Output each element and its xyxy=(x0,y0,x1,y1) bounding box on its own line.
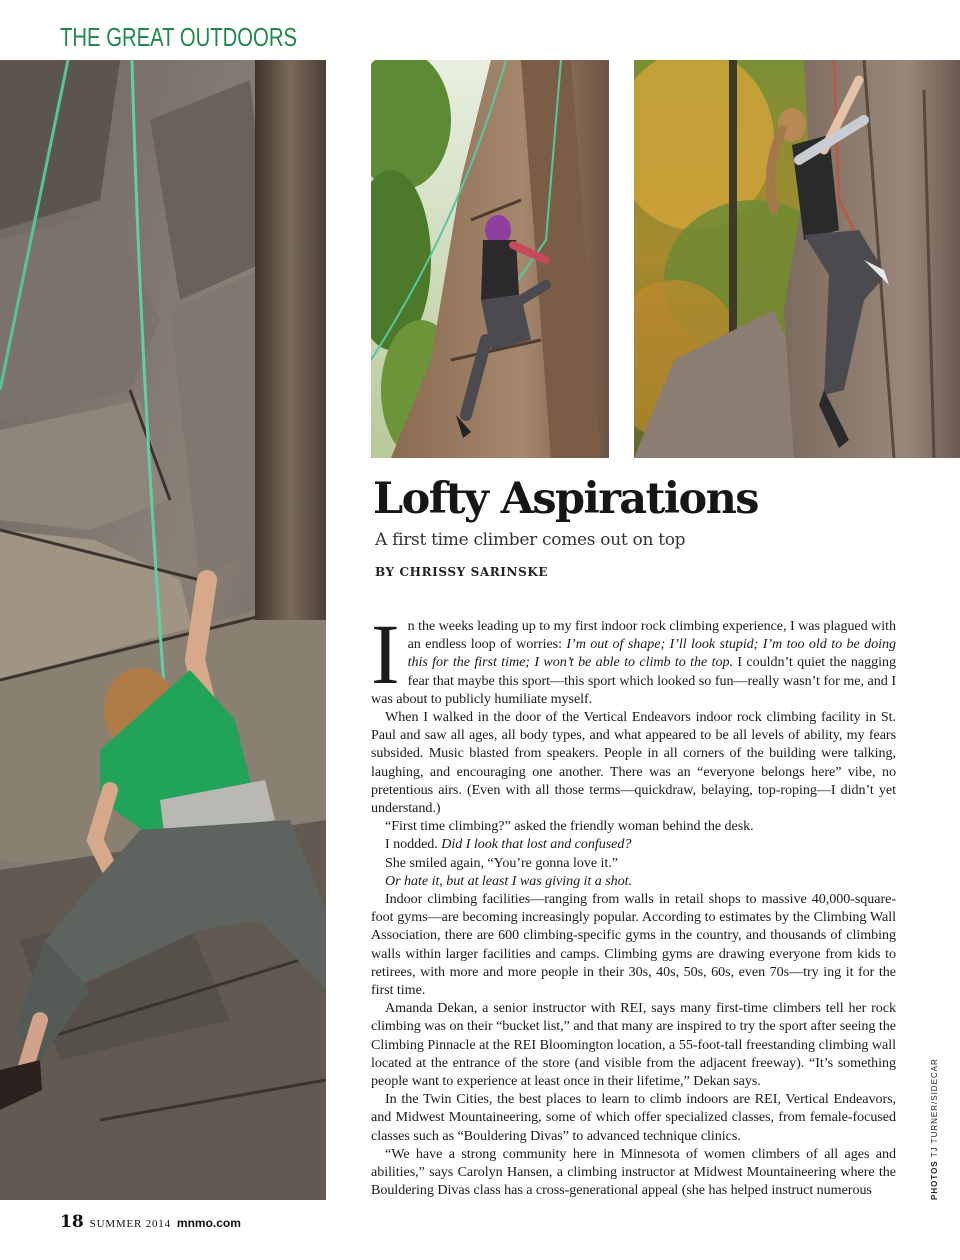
photo-climber-ponytail xyxy=(634,60,960,458)
paragraph-1 xyxy=(371,606,896,708)
article-byline: BY CHRISSY SARINSKE xyxy=(375,565,549,579)
paragraph-5: She smiled again, “You’re gonna love it.” xyxy=(385,854,618,871)
photo-climber-purple-hat xyxy=(371,60,609,458)
article-body xyxy=(371,606,896,1200)
paragraph-3: “First time climbing?” asked the friendly woman behind the desk. xyxy=(385,818,754,835)
paragraph-1-text-a: n the weeks leading up to my first indoor rock climbing experience, I was plagued with an endless loop of worries: xyxy=(407,618,896,653)
paragraph-8: Amanda Dekan, a senior instructor with REI, says many first-time climbers tell her rock climbing was on their “bucket list,” and that many are inspired to try the sport after seeing the Climbing Pinnacle at the REI Bloomington location, a 55-foot-tall freestanding climbing wall located at the entrance of the store (and visible from the adjacent freeway). “It’s something people want to experience at least once in their lifetime,” Dekan says. xyxy=(371,1000,896,1090)
section-tag: THE GREAT OUTDOORS xyxy=(60,22,297,52)
paragraph-1-worries: I’m out of shape; I’ll look stupid; I’m too old to be doing this for the first time; I won’t be able to climb to the top. xyxy=(407,636,896,671)
page-footer xyxy=(60,1212,241,1232)
article-headline: Lofty Aspirations xyxy=(373,474,758,524)
paragraph-4-italic: Did I look that lost and confused? xyxy=(441,836,632,853)
website-link[interactable]: mnmo.com xyxy=(176,1216,241,1230)
page-number: 18 xyxy=(60,1212,84,1232)
photo-credit-label: PHOTOS xyxy=(930,1160,939,1200)
paragraph-7: Indoor climbing facilities—ranging from walls in retail shops to massive 40,000-square-foot gyms—are becoming increasingly popular. According to estimates by the Climbing Wall Association, there are 600 climbing-specific gyms in the country, and thousands of climbing walls within larger facilities and camps. Climbing gyms are drawing everyone from kids to retirees, with more and more people in their 30s, 40s, 50s, 60s, even 70s—try ing it for the first time. xyxy=(371,891,896,999)
paragraph-1-text-c: I couldn’t quiet the nagging fear that maybe this sport—this sport which looked so fun—really wasn’t for me, and I was about to publicly humiliate myself. xyxy=(371,654,896,707)
photo-climber-green-shirt xyxy=(0,60,326,1200)
paragraph-9: In the Twin Cities, the best places to learn to climb indoors are REI, Vertical Endeavors, and Midwest Mountaineering, some of which offer specialized classes, from female-focused classes such as “Bouldering Divas” to advanced technique clinics. xyxy=(371,1091,896,1144)
paragraph-10: “We have a strong community here in Minnesota of women climbers of all ages and abilities,” says Carolyn Hansen, a climbing instructor at Midwest Mountaineering where the Bouldering Divas class has a cross-generational appeal (she has helped instruct numerous xyxy=(371,1145,896,1199)
paragraph-2: When I walked in the door of the Vertical Endeavors indoor rock climbing facility in St. Paul and saw all ages, all body types, and what appeared to be all levels of ability, my fears subsided. Music blasted from speakers. People in all corners of the building were talking, laughing, and encouraging one another. There was an “everyone belongs here” vibe, no pretentious airs. (Even with all those terms—quickdraw, belaying, top-roping—I didn’t yet understand.) xyxy=(371,709,896,817)
paragraph-4 xyxy=(371,835,896,853)
paragraph-4-text-a: I nodded. xyxy=(385,836,442,853)
issue-date: SUMMER 2014 xyxy=(89,1218,171,1230)
drop-cap: I xyxy=(371,606,400,702)
photo-credit xyxy=(930,1058,939,1200)
paragraph-6-italic: Or hate it, but at least I was giving it a shot. xyxy=(385,872,632,889)
photo-credit-names: TJ TURNER/SIDECAR xyxy=(930,1058,939,1158)
article-deck: A first time climber comes out on top xyxy=(375,530,686,550)
paragraph-6 xyxy=(371,872,896,890)
